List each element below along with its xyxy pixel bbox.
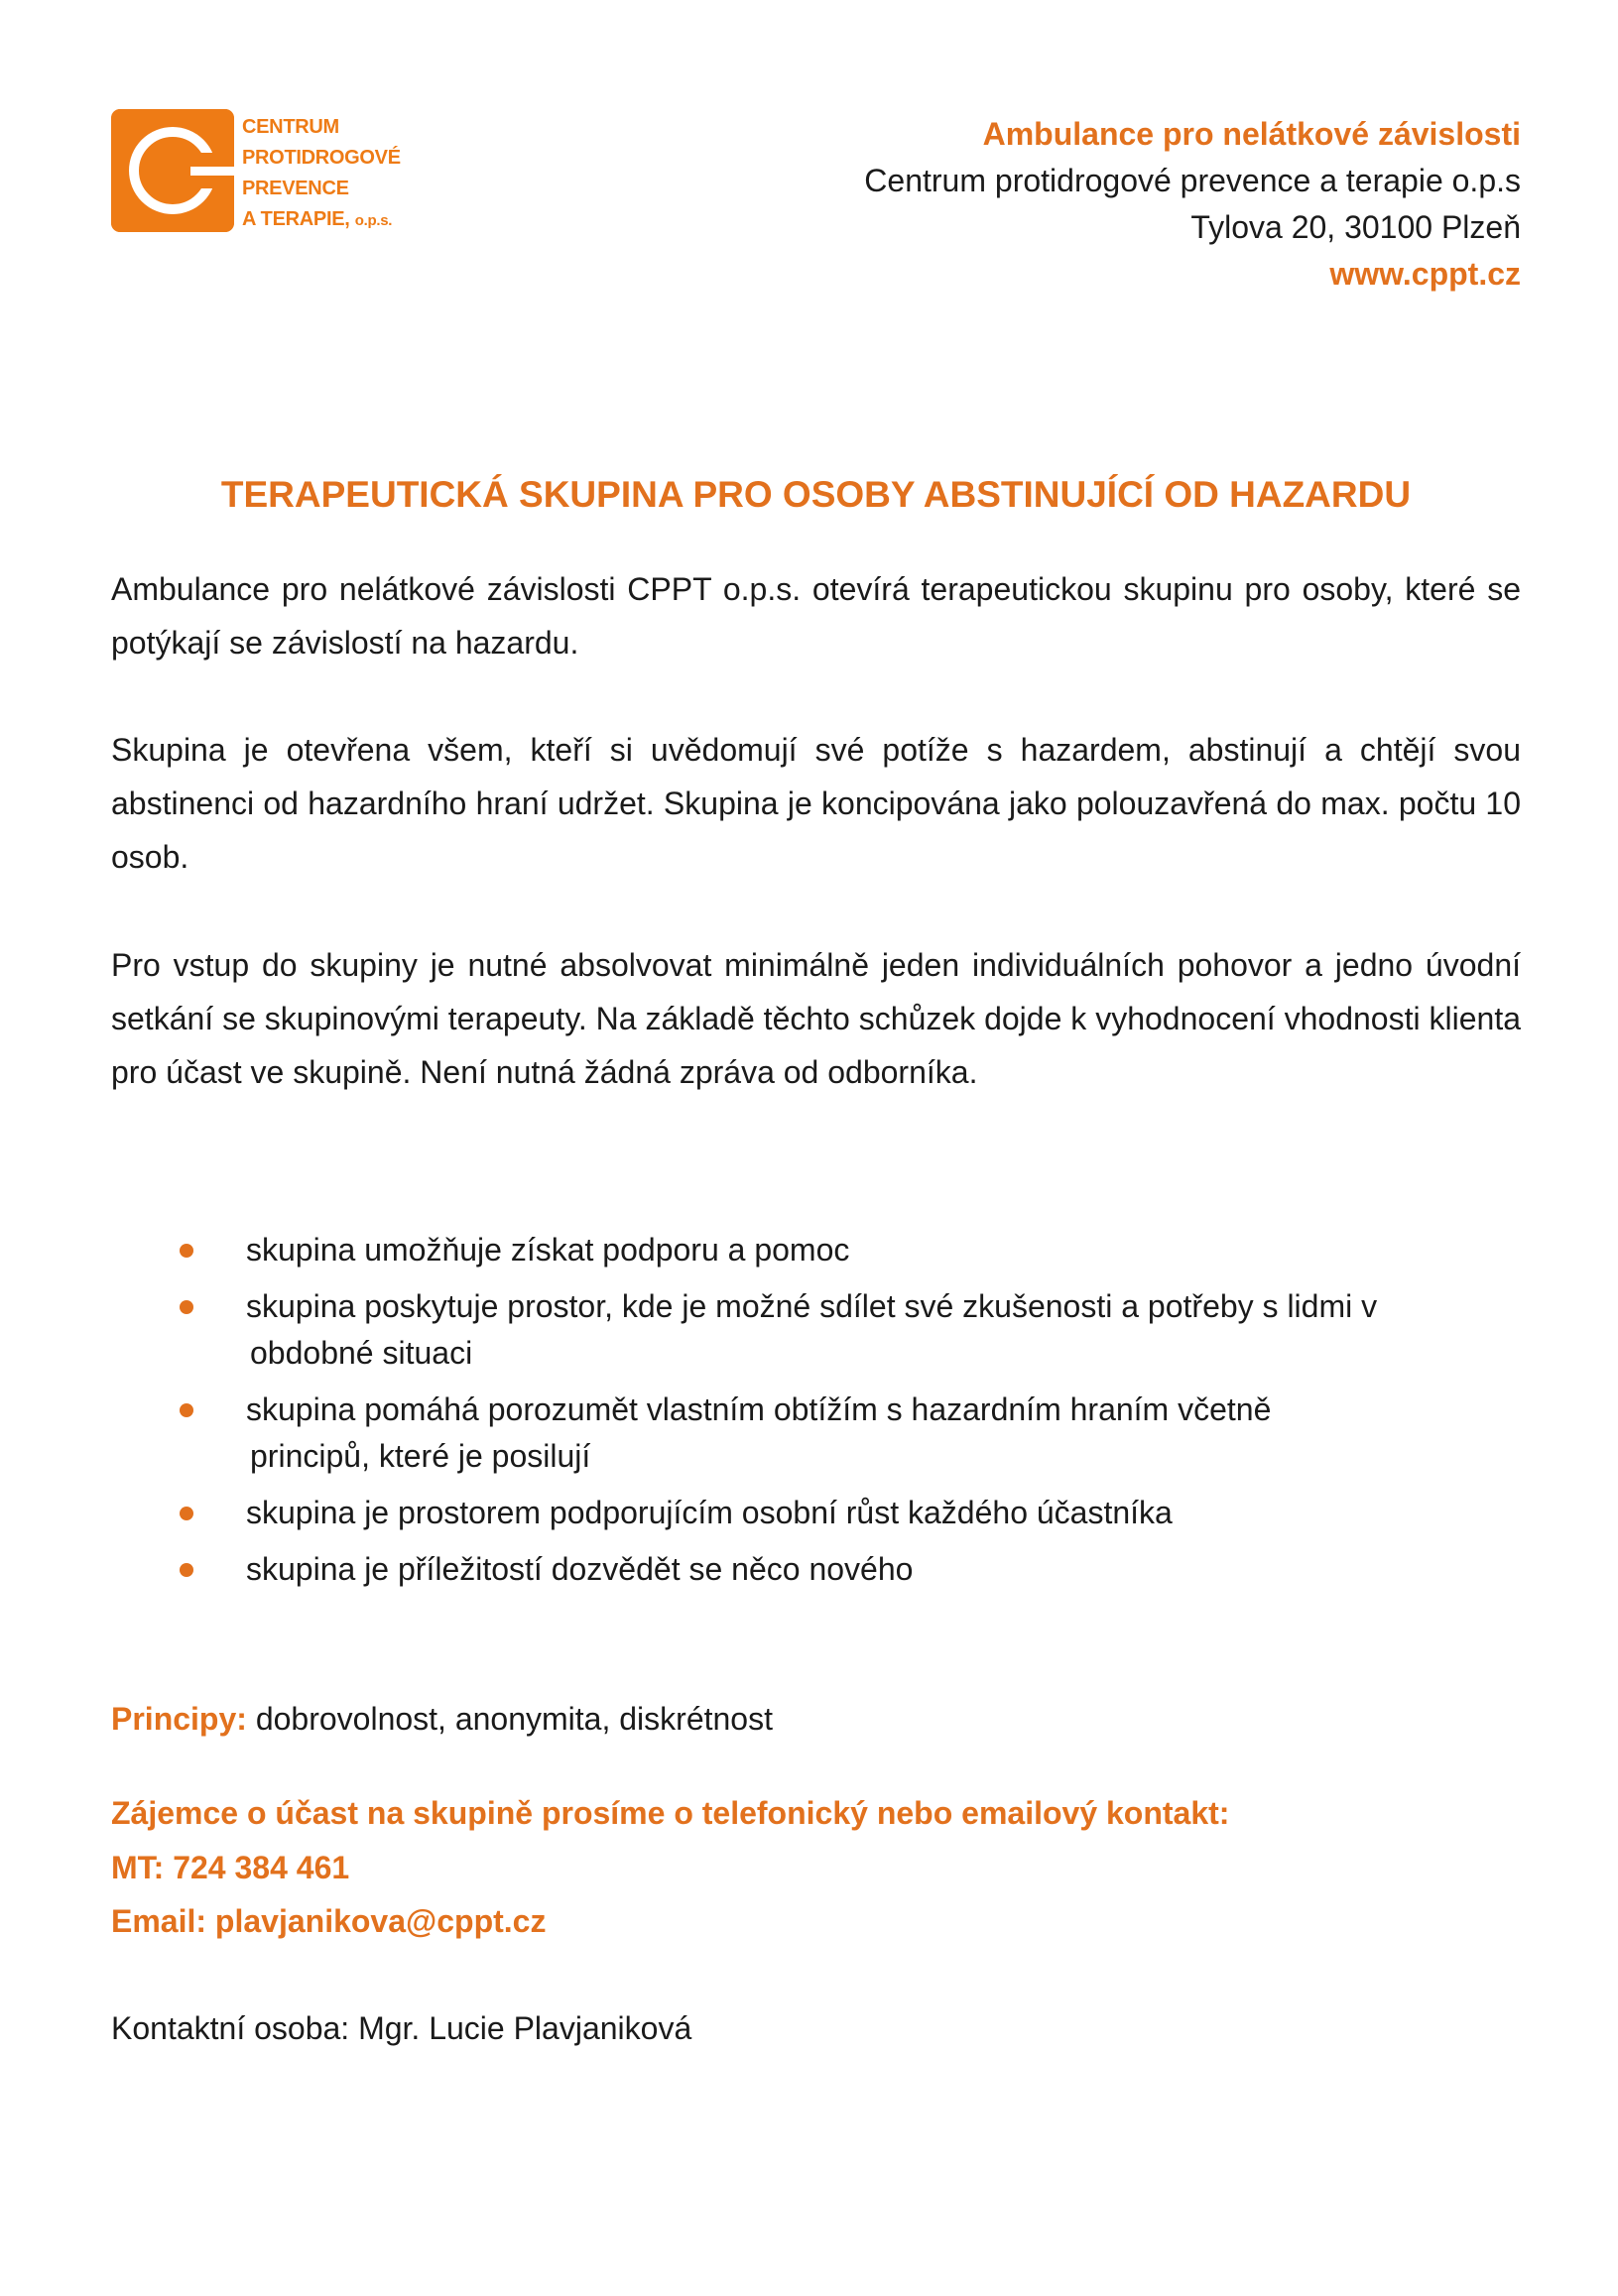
bullet-icon <box>180 1507 193 1520</box>
intro-paragraph: Ambulance pro nelátkové závislosti CPPT o.p.s. otevírá terapeutickou skupinu pro osoby, které se potýkají se závislostí na hazardu. <box>111 571 1521 661</box>
list-item-text: skupina umožňuje získat podporu a pomoc <box>246 1232 850 1268</box>
list-item-text: skupina pomáhá porozumět vlastním obtížím s hazardním hraním včetně <box>246 1391 1272 1427</box>
bullet-icon <box>180 1403 193 1417</box>
list-item-continuation: principů, které je posilují <box>250 1438 591 1474</box>
logo-line: PROTIDROGOVÉ <box>242 147 401 169</box>
logo-line: CENTRUM <box>242 116 339 138</box>
list-item-text: skupina je příležitostí dozvědět se něco nového <box>246 1551 914 1587</box>
list-item <box>111 1490 1521 1536</box>
principles-value: dobrovolnost, anonymita, diskrétnost <box>246 1701 773 1737</box>
list-item <box>111 1387 1521 1480</box>
logo-wordmark <box>242 112 440 236</box>
bullet-icon <box>180 1244 193 1258</box>
document-title: TERAPEUTICKÁ SKUPINA PRO OSOBY ABSTINUJÍCÍ OD HAZARDU <box>220 474 1412 515</box>
list-item <box>111 1227 1521 1273</box>
bullet-icon <box>180 1563 193 1577</box>
logo-line <box>242 204 440 236</box>
contact-phone[interactable]: MT: 724 384 461 <box>111 1850 350 1885</box>
bullet-icon <box>180 1300 193 1314</box>
contact-email[interactable]: Email: plavjanikova@cppt.cz <box>111 1903 547 1939</box>
eligibility-paragraph: Skupina je otevřena všem, kteří si uvědomují své potíže s hazardem, abstinují a chtějí svou abstinenci od hazardního hraní udržet. Skupina je koncipována jako polouzavřená do max. počtu 10 osob. <box>111 732 1521 875</box>
contact-call: Zájemce o účast na skupině prosíme o telefonický nebo emailový kontakt: <box>111 1795 1230 1831</box>
admission-paragraph: Pro vstup do skupiny je nutné absolvovat minimálně jeden individuálních pohovor a jedno úvodní setkání se skupinovými terapeuty. Na základě těchto schůzek dojde k vyhodnocení vhodnosti klienta pro účast ve skupině. Není nutná žádná zpráva od odborníka. <box>111 947 1521 1090</box>
principles-line <box>111 1692 773 1746</box>
list-item-continuation: obdobné situaci <box>250 1335 473 1371</box>
header-address <box>864 111 1521 298</box>
principles-label: Principy: <box>111 1701 247 1737</box>
list-item-text: skupina je prostorem podporujícím osobní růst každého účastníka <box>246 1495 1173 1530</box>
list-item-text: skupina poskytuje prostor, kde je možné sdílet své zkušenosti a potřeby s lidmi v <box>246 1288 1378 1324</box>
logo-line: PREVENCE <box>242 178 349 199</box>
organization-name: Centrum protidrogové prevence a terapie o.p.s <box>864 163 1521 198</box>
cppt-c-logo-icon <box>111 109 234 232</box>
street-address: Tylova 20, 30100 Plzeň <box>1190 209 1521 245</box>
logo-line-suffix: o.p.s. <box>354 212 393 229</box>
logo-line-main: A TERAPIE, <box>242 208 350 230</box>
list-item <box>111 1283 1521 1377</box>
cppt-logo <box>111 109 438 236</box>
website-link[interactable]: www.cppt.cz <box>1329 256 1521 292</box>
unit-name: Ambulance pro nelátkové závislosti <box>982 116 1521 152</box>
contact-person: Kontaktní osoba: Mgr. Lucie Plavjaniková <box>111 2010 692 2046</box>
benefits-list <box>111 1227 1521 1603</box>
list-item <box>111 1546 1521 1593</box>
